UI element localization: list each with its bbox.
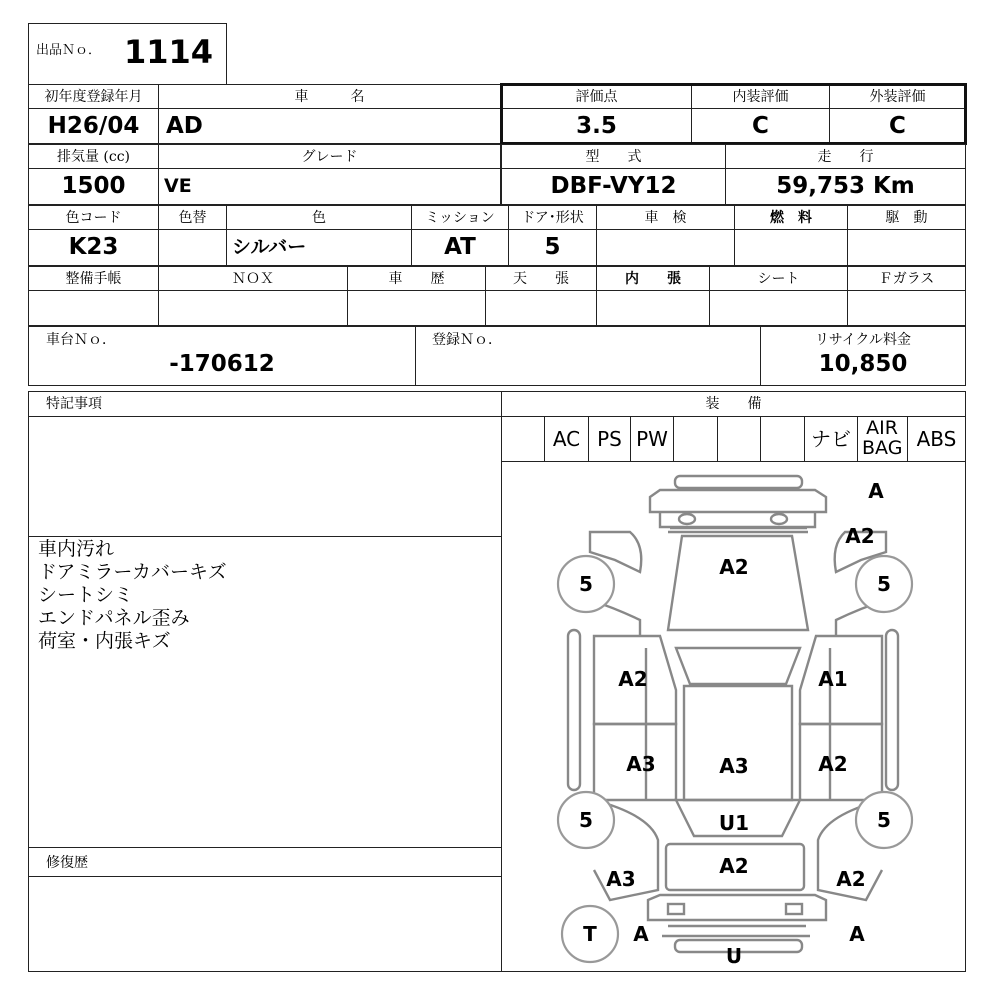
color-label: 色 [312, 210, 326, 226]
repair-divider-bottom [28, 876, 502, 877]
fuel-value-cell [734, 229, 848, 266]
score-value: 3.5 [576, 113, 617, 139]
roof-label: 天 張 [513, 271, 569, 287]
history-label: 車 歴 [388, 271, 445, 287]
equipment-slot [717, 416, 761, 462]
color-change-value-cell [158, 229, 227, 266]
mark-wheel-rr: 5 [877, 808, 891, 832]
grade-value: VE [164, 175, 192, 197]
remarks-divider [28, 536, 502, 537]
fglass-label: Ｆガラス [878, 271, 935, 287]
mark-wheel-fr: 5 [877, 572, 891, 596]
equipment-label: 装 備 [705, 396, 762, 412]
remarks-body-cell [28, 416, 502, 972]
remarks-notes [38, 538, 227, 653]
score-label: 評価点 [575, 89, 618, 105]
seat-label: シート [757, 271, 800, 287]
mark-front-door-left: A2 [618, 667, 648, 691]
equipment-item-ps: PS [597, 427, 622, 451]
grade-value-cell [158, 168, 501, 205]
doors-label: ドア･形状 [521, 210, 584, 226]
equipment-slot [673, 416, 718, 462]
mark-front-bumper-right: A [868, 479, 884, 503]
mark-rear-glass: U1 [718, 811, 750, 835]
mark-rear-quarter-right: A2 [836, 867, 866, 891]
color-code-value: K23 [68, 234, 119, 260]
history-value-cell [347, 290, 486, 326]
inspection-value-cell [596, 229, 735, 266]
transmission-value: AT [444, 234, 476, 260]
transmission-label: ミッション [425, 210, 495, 226]
mark-rear-door-right: A2 [818, 752, 848, 776]
interior-value: C [752, 113, 769, 139]
first-reg-value: H26/04 [47, 113, 140, 139]
equipment-slot [501, 416, 545, 462]
equipment-item-pw: PW [636, 427, 668, 451]
recycle-value: 10,850 [818, 351, 908, 377]
equipment-item-navi: ナビ [811, 427, 851, 451]
mileage-label: 走 行 [817, 149, 874, 165]
equipment-slot [760, 416, 805, 462]
color-code-label: 色コード [65, 210, 122, 226]
mark-rear-bumper-right: A [849, 922, 865, 946]
first-reg-label: 初年度登録年月 [44, 89, 143, 105]
displacement-label: 排気量 (cc) [56, 149, 131, 165]
mark-tailgate: A2 [719, 854, 749, 878]
lot-number: 1114 [124, 33, 214, 71]
inspection-label: 車 検 [644, 210, 687, 226]
color-value: シルバー [232, 236, 307, 258]
car-name-value: AD [166, 113, 203, 139]
remark-note: 車内汚れ [38, 538, 115, 560]
mileage-value: 59,753 Km [776, 173, 915, 199]
fglass-value-cell [847, 290, 966, 326]
model-label: 型 式 [585, 149, 642, 165]
chassis-label: 車台Ｎｏ． [46, 332, 116, 348]
mark-spare-tire: T [583, 922, 597, 946]
interior-label: 内装評価 [732, 89, 789, 105]
model-value: DBF-VY12 [550, 173, 677, 199]
drive-label: 駆 動 [885, 210, 928, 226]
repair-divider-top [28, 847, 502, 848]
mark-hood: A2 [719, 555, 749, 579]
drive-value-cell [847, 229, 966, 266]
remark-note: ドアミラーカバーキズ [38, 561, 227, 583]
grade-label: グレード [301, 149, 358, 165]
mark-wheel-rl: 5 [579, 808, 593, 832]
remark-note: 荷室・内張キズ [38, 630, 171, 652]
mark-rear-bumper-bottom: U [725, 944, 743, 968]
mark-rear-bumper-left: A [633, 922, 649, 946]
nox-value-cell [158, 290, 348, 326]
chassis-value: -170612 [169, 351, 275, 377]
equipment-item-ac: AC [552, 427, 581, 451]
maintenance-label: 整備手帳 [65, 271, 122, 287]
exterior-label: 外装評価 [869, 89, 926, 105]
mark-roof: A3 [719, 754, 749, 778]
color-change-label: 色替 [178, 210, 207, 226]
remarks-label: 特記事項 [46, 396, 102, 412]
seat-value-cell [709, 290, 848, 326]
repair-history-label: 修復歴 [46, 855, 88, 871]
equipment-item-abs: ABS [916, 427, 957, 451]
nox-label: ＮＯＸ [232, 271, 274, 287]
fuel-label: 燃 料 [770, 210, 812, 226]
recycle-label: リサイクル料金 [814, 332, 912, 348]
interior-trim-value-cell [596, 290, 710, 326]
mark-rear-door-left: A3 [626, 752, 656, 776]
doors-value: 5 [544, 234, 561, 260]
displacement-value: 1500 [61, 173, 126, 199]
remark-note: シートシミ [38, 584, 134, 606]
mark-front-right: A2 [845, 524, 875, 548]
car-damage-diagram [501, 462, 966, 972]
registration-label: 登録Ｎｏ． [432, 332, 502, 348]
lot-label: 出品Ｎｏ． [36, 43, 102, 58]
maintenance-value-cell [28, 290, 159, 326]
mark-wheel-fl: 5 [579, 572, 593, 596]
mark-front-door-right: A1 [818, 667, 848, 691]
exterior-value: C [889, 113, 906, 139]
equipment-item-airbag: AIR BAG [862, 417, 903, 459]
interior-trim-label: 内 張 [625, 271, 681, 287]
roof-value-cell [485, 290, 597, 326]
car-name-label: 車 名 [294, 89, 365, 105]
mark-rear-quarter-left: A3 [606, 867, 636, 891]
car-name-value-cell [158, 108, 501, 144]
remark-note: エンドパネル歪み [38, 607, 190, 629]
